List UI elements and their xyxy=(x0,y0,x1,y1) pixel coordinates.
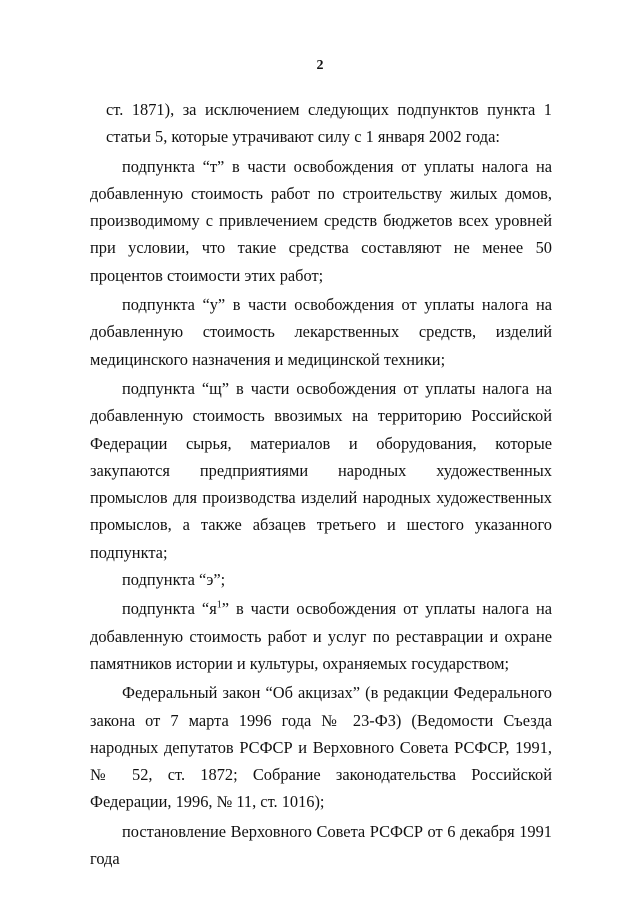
document-body xyxy=(90,96,552,872)
superscript-one: 1 xyxy=(216,599,222,611)
paragraph-subitem-u: подпункта “у” в части освобождения от уплаты налога на добавленную стоимость лекарственных средств, изделий медицинского назначения и медицинской техники; xyxy=(90,295,552,369)
paragraph-subitem-t: подпункта “т” в части освобождения от уплаты налога на добавленную стоимость работ по строительству жилых домов, производимому с привлечением средств бюджетов всех уровней при условии, что такие средства составляют не менее 50 процентов стоимости этих работ; xyxy=(90,156,552,285)
paragraph-subitem-e: подпункта “э”; xyxy=(122,570,226,590)
paragraph-subitem-ya1 xyxy=(90,595,552,677)
paragraph-subitem-shch: подпункта “щ” в части освобождения от уплаты налога на добавленную стоимость ввозимых на территорию Российской Федерации сырья, материалов и оборудования, которые закупаются предприятиями народных художественных промыслов для производства изделий народных художественных промыслов, а также абзацев третьего и шестого указанного подпункта; xyxy=(90,378,552,562)
page-number: 2 xyxy=(316,58,324,73)
paragraph-continuation: ст. 1871), за исключением следующих подпунктов пункта 1 статьи 5, которые утрачивают силу с 1 января 2002 года: xyxy=(106,100,552,147)
paragraph-subitem-ya1-rest: ” в части освобождения от уплаты налога на добавленную стоимость работ и услуг по реставрации и охране памятников истории и культуры, охраняемых государством; xyxy=(90,599,552,673)
paragraph-federal-law-excise: Федеральный закон “Об акцизах” (в редакции Федерального закона от 7 марта 1996 года № 23-ФЗ) (Ведомости Съезда народных депутатов РСФСР и Верховного Совета РСФСР, 1991, № 52, ст. 1872; Собрание законодательства Российской Федерации, 1996, № 11, ст. 1016); xyxy=(90,683,552,812)
paragraph-resolution: постановление Верховного Совета РСФСР от 6 декабря 1991 года xyxy=(90,821,552,869)
paragraph-subitem-ya1-start: подпункта “я xyxy=(122,599,217,619)
